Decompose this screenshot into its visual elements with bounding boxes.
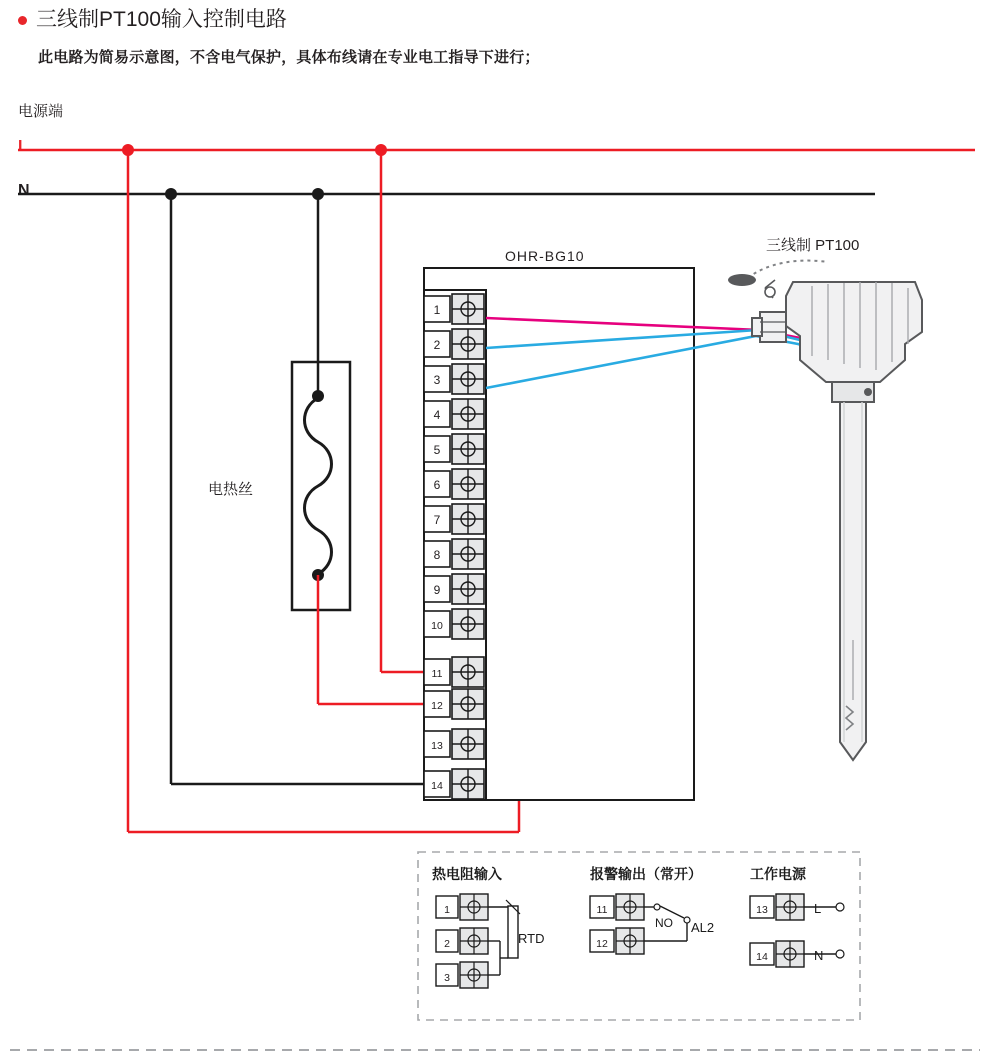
terminal-number: 9	[433, 583, 441, 597]
line-l-label: L	[18, 138, 28, 155]
pt100-sensor	[728, 261, 922, 760]
terminal-number: 2	[433, 338, 441, 352]
legend-rtd-note: RTD	[518, 931, 545, 946]
terminal-number: 4	[433, 408, 441, 422]
terminal-number: 6	[433, 478, 441, 492]
terminal-number: 13	[431, 740, 443, 752]
legend-alarm-label: AL2	[691, 920, 715, 935]
terminal-number: 12	[431, 700, 443, 712]
terminal-number: 11	[431, 668, 443, 680]
legend-power-l-label: L	[814, 901, 822, 916]
terminal-number: 14	[431, 780, 443, 792]
legend-terminal-number: 3	[444, 972, 450, 984]
legend-terminal-number: 2	[444, 938, 450, 950]
legend-terminal-number: 13	[756, 904, 768, 916]
legend-title-alarm: 报警输出（常开）	[590, 866, 702, 882]
legend-terminal-number: 1	[444, 904, 450, 916]
heater-label: 电热丝	[208, 481, 254, 498]
terminal-number: 7	[433, 513, 441, 527]
terminal-number: 8	[433, 548, 441, 562]
legend-terminal-number: 11	[596, 904, 608, 916]
terminal-number: 1	[433, 303, 441, 317]
terminal-number: 5	[433, 443, 441, 457]
device-model-label: OHR-BG10	[505, 248, 585, 264]
legend-title-rtd: 热电阻输入	[432, 866, 502, 882]
legend-title-power: 工作电源	[750, 866, 806, 882]
terminal-number: 10	[431, 620, 443, 632]
line-n-label: N	[18, 182, 30, 199]
legend-terminal-number: 14	[756, 951, 768, 963]
page-subtitle: 此电路为简易示意图，不含电气保护，具体布线请在专业电工指导下进行；	[38, 49, 540, 66]
power-source-label: 电源端	[18, 103, 64, 120]
terminal-number: 3	[433, 373, 441, 387]
page-title: 三线制PT100输入控制电路	[36, 8, 287, 31]
sensor-label: 三线制 PT100	[766, 237, 860, 254]
legend-power-n-label: N	[814, 948, 824, 963]
legend-terminal-number: 12	[596, 938, 608, 950]
legend-contact-label: NO	[655, 916, 673, 930]
